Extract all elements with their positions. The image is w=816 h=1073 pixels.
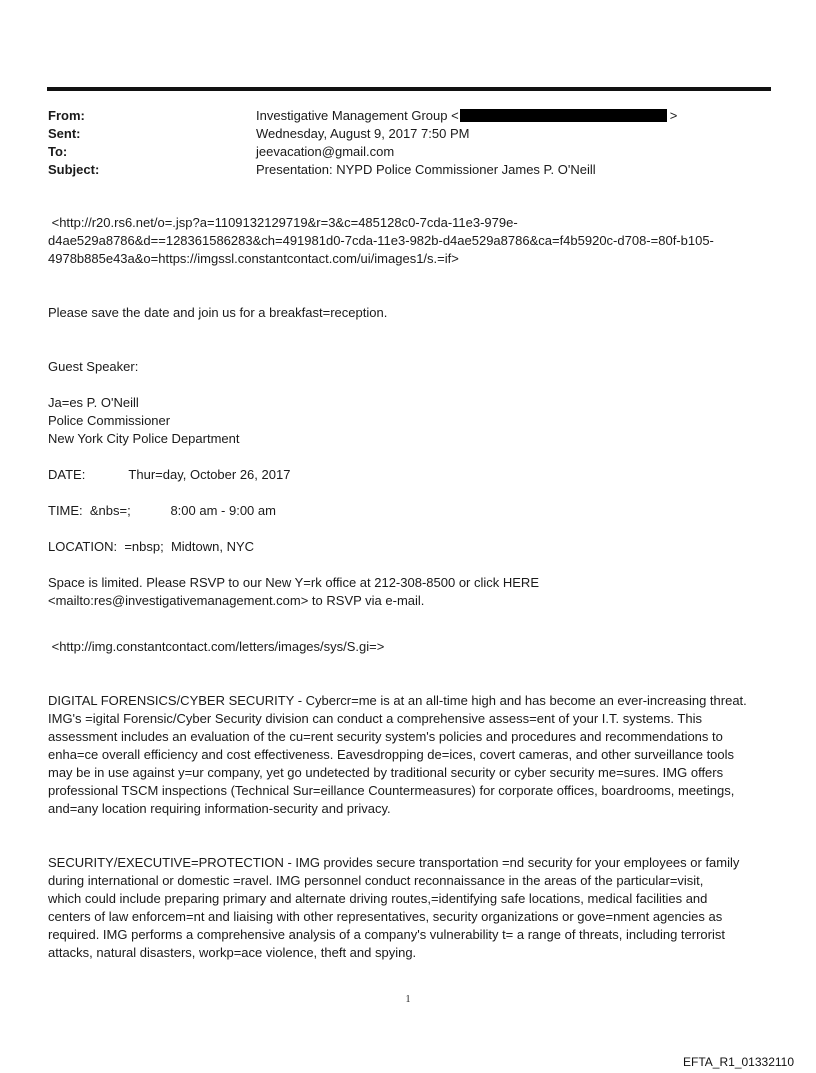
to-label: To: (48, 144, 68, 159)
date-line: DATE: Thur=day, October 26, 2017 (48, 467, 291, 482)
security-line-1: SECURITY/EXECUTIVE=PROTECTION - IMG provides secure transportation =nd security for your employees or family (48, 855, 740, 870)
email-body (48, 214, 760, 962)
header-rule (47, 87, 771, 91)
forensics-line-4: enha=ce overall efficiency and cost effectiveness. Eavesdropping de=ices, covert cameras, and other surveillance tools (48, 747, 735, 762)
forensics-line-2: IMG's =igital Forensic/Cyber Security division can conduct a comprehensive assess=ent of your I.T. systems. This (48, 711, 702, 726)
from-label: From: (48, 108, 85, 123)
security-line-6: attacks, natural disasters, workp=ace violence, theft and spying. (48, 945, 417, 960)
image-link-line-1: <http://r20.rs6.net/o=.jsp?a=1109132129719&r=3&c=485128c0-7cda-11e3-979e- (48, 215, 518, 230)
from-value (256, 107, 677, 125)
image-link-line-2: d4ae529a8786&d==128361586283&ch=491981d0-7cda-11e3-982b-d4ae529a8786&ca=f4b5920c-d708-=80f-b105- (48, 233, 714, 248)
forensics-line-6: professional TSCM inspections (Technical Sur=eillance Countermeasures) for corporate offices, boardrooms, meetings, (48, 783, 735, 798)
from-sender: Investigative Management Group < (256, 108, 459, 123)
security-line-4: centers of law enforcem=nt and liaising with other representatives, security organizations or gove=nment agencies as (48, 909, 723, 924)
email-header (48, 107, 768, 179)
subject-row (48, 161, 768, 179)
time-line: TIME: &nbs=; 8:00 am - 9:00 am (48, 503, 276, 518)
subject-label: Subject: (48, 162, 100, 177)
guest-speaker-heading: Guest Speaker: (48, 359, 139, 374)
location-line: LOCATION: =nbsp; Midtown, NYC (48, 539, 255, 554)
security-line-5: required. IMG performs a comprehensive analysis of a company's vulnerability t= a range of threats, including terrorist (48, 927, 725, 942)
from-close: > (669, 108, 678, 123)
save-date-text: Please save the date and join us for a breakfast=reception. (48, 305, 388, 320)
sent-row (48, 125, 768, 143)
speaker-title: Police Commissioner (48, 413, 171, 428)
from-row (48, 107, 768, 125)
forensics-line-3: assessment includes an evaluation of the cu=rent security system's policies and procedures and recommendations to (48, 729, 723, 744)
to-row (48, 143, 768, 161)
image-link-line-4: <http://img.constantcontact.com/letters/images/sys/S.gi=> (48, 639, 385, 654)
security-line-2: during international or domestic =ravel. IMG personnel conduct reconnaissance in the areas of the particular=visit, (48, 873, 704, 888)
page-number: 1 (405, 994, 411, 1005)
speaker-org: New York City Police Department (48, 431, 240, 446)
redaction-bar (460, 109, 667, 122)
rsvp-line-1: Space is limited. Please RSVP to our New Y=rk office at 212-308-8500 or click HERE (48, 575, 539, 590)
forensics-line-5: may be in use against y=ur company, yet go undetected by traditional security or cyber security me=sures. IMG offers (48, 765, 724, 780)
forensics-line-1: DIGITAL FORENSICS/CYBER SECURITY - Cybercr=me is at an all-time high and has become an ever-increasing threat. (48, 693, 747, 708)
sent-label: Sent: (48, 126, 81, 141)
bates-number: EFTA_R1_01332110 (683, 1055, 794, 1069)
speaker-name: Ja=es P. O'Neill (48, 395, 139, 410)
image-link-line-3: 4978b885e43a&o=https://imgssl.constantcontact.com/ui/images1/s.=if> (48, 251, 459, 266)
to-value: jeevacation@gmail.com (256, 144, 395, 159)
rsvp-mailto-link[interactable]: <mailto:res@investigativemanagement.com> to RSVP via e-mail. (48, 593, 425, 608)
sent-value: Wednesday, August 9, 2017 7:50 PM (256, 126, 470, 141)
subject-value: Presentation: NYPD Police Commissioner James P. O'Neill (256, 162, 596, 177)
forensics-line-7: and=any location requiring information-security and privacy. (48, 801, 391, 816)
security-line-3: which could include preparing primary and alternate driving routes,=identifying safe locations, medical facilities and (48, 891, 708, 906)
